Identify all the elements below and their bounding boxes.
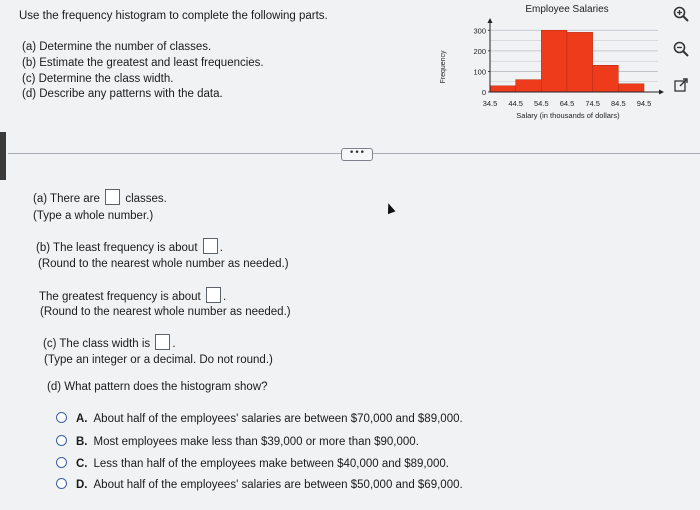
y-tick-label: 0	[481, 88, 486, 97]
option-letter: A.	[76, 413, 88, 425]
part-c-suffix: .	[172, 338, 176, 350]
zoom-in-icon[interactable]	[672, 5, 690, 23]
chart-title: Employee Salaries	[525, 4, 609, 15]
histogram-bar	[490, 86, 516, 92]
least-frequency-input[interactable]	[203, 238, 218, 254]
x-axis-arrow	[659, 90, 664, 95]
x-tick-label: 74.5	[585, 99, 600, 108]
x-tick-label: 44.5	[508, 99, 523, 108]
option-letter: D.	[76, 479, 88, 491]
x-tick-label: 94.5	[636, 99, 652, 108]
x-axis-label: Salary (in thousands of dollars)	[516, 111, 620, 120]
part-b-greatest-row	[39, 287, 226, 304]
option-text: Less than half of the employees make between $40,000 and $89,000.	[93, 458, 449, 470]
y-axis-label: Frequency	[440, 50, 447, 84]
option-d[interactable]	[56, 478, 463, 492]
y-tick-label: 200	[473, 46, 486, 56]
instructions: Use the frequency histogram to complete the following parts.	[19, 10, 328, 22]
x-tick-label: 64.5	[559, 99, 575, 108]
part-list-item: (c) Determine the class width.	[22, 73, 174, 85]
option-a-radio[interactable]	[56, 412, 67, 423]
option-d-radio[interactable]	[56, 478, 67, 489]
part-a-hint: (Type a whole number.)	[33, 210, 154, 222]
part-b-greatest-prefix: The greatest frequency is about	[39, 291, 201, 303]
histogram-bar	[516, 80, 542, 92]
part-a-answer-input[interactable]	[105, 189, 120, 205]
part-c-prefix: (c) The class width is	[43, 338, 151, 350]
y-tick-label: 100	[473, 67, 486, 77]
option-text: Most employees make less than $39,000 or more than $90,000.	[93, 436, 419, 448]
option-c[interactable]	[56, 457, 449, 471]
part-b-least-prefix: (b) The least frequency is about	[36, 242, 198, 254]
part-a-row	[33, 189, 167, 206]
zoom-out-icon[interactable]	[672, 40, 690, 58]
part-a-suffix: classes.	[125, 193, 167, 205]
part-b-least-row	[36, 238, 223, 255]
option-b-radio[interactable]	[56, 435, 67, 446]
option-letter: C.	[76, 458, 88, 470]
option-b[interactable]	[56, 435, 419, 449]
histogram-bar	[618, 84, 644, 92]
histogram-chart	[430, 0, 670, 124]
option-letter: B.	[76, 436, 88, 448]
x-tick-label: 54.5	[534, 99, 549, 108]
part-list-item: (d) Describe any patterns with the data.	[22, 88, 223, 100]
option-text: About half of the employees' salaries are between $50,000 and $69,000.	[93, 479, 463, 491]
left-scroll-indicator	[0, 132, 6, 180]
part-b-least-suffix: .	[219, 242, 223, 254]
part-b-greatest-suffix: .	[222, 291, 227, 303]
more-button[interactable]: •••	[341, 148, 373, 161]
mouse-cursor	[385, 202, 396, 214]
option-a[interactable]	[56, 412, 463, 426]
histogram-bar	[593, 65, 619, 92]
option-text: About half of the employees' salaries are between $70,000 and $89,000.	[93, 413, 463, 425]
part-b-least-hint: (Round to the nearest whole number as needed.)	[38, 258, 289, 270]
histogram-bar	[541, 30, 567, 92]
part-b-greatest-hint: (Round to the nearest whole number as needed.)	[40, 306, 291, 318]
greatest-frequency-input[interactable]	[206, 287, 221, 303]
part-list-item: (a) Determine the number of classes.	[22, 41, 212, 53]
part-c-row	[43, 334, 176, 351]
part-list-item: (b) Estimate the greatest and least frequencies.	[22, 57, 264, 69]
histogram-bar	[567, 32, 593, 92]
y-tick-label: 300	[473, 26, 486, 36]
y-axis-arrow	[488, 18, 493, 23]
option-c-radio[interactable]	[56, 457, 67, 468]
part-a-prefix: (a) There are	[33, 193, 100, 205]
part-c-hint: (Type an integer or a decimal. Do not round.)	[44, 354, 273, 366]
x-tick-label: 34.5	[482, 99, 498, 108]
external-link-icon[interactable]	[672, 76, 690, 94]
class-width-input[interactable]	[155, 334, 170, 350]
part-d-question: (d) What pattern does the histogram show?	[47, 381, 268, 393]
x-tick-label: 84.5	[611, 99, 626, 108]
